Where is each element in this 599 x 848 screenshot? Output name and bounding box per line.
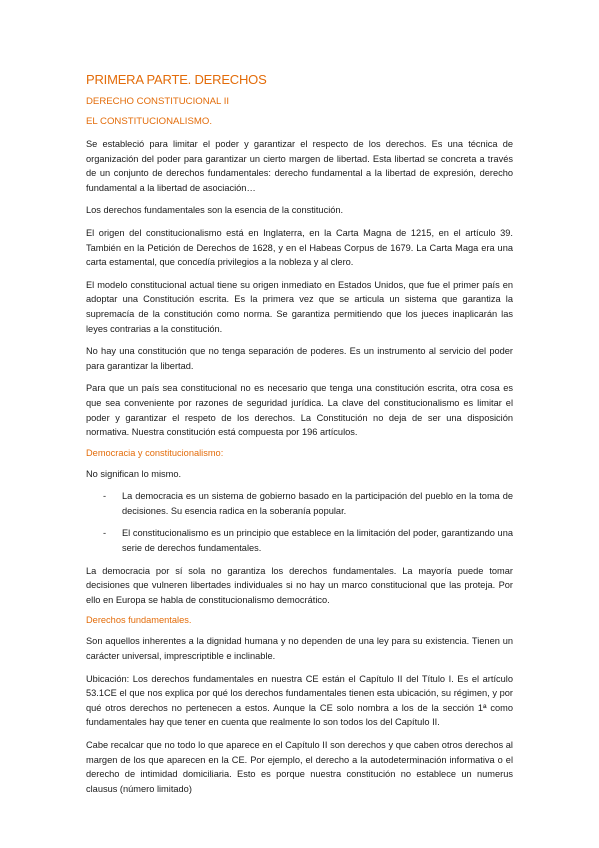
dash-bullet: - [103, 528, 107, 539]
document-title: PRIMERA PARTE. DERECHOS [86, 72, 267, 87]
paragraph: La democracia por sí sola no garantiza los derechos fundamentales. La mayoría puede tomar decisiones que vulneren libertades individuales si no hay un marco constitucional que las proteja. Por ello en Europa se habla de constitucionalismo democrático. [86, 565, 513, 605]
paragraph: El origen del constitucionalismo está en Inglaterra, en la Carta Magna de 1215, en el artículo 39. También en la Petición de Derechos de 1628, y en el Habeas Corpus de 1679. La Carta Maga era una carta estamental, que concedía privilegios a la nobleza y al clero. [86, 227, 513, 268]
paragraph: Ubicación: Los derechos fundamentales en nuestra CE están el Capítulo II del Título I. Es el artículo 53.1CE el que nos explica por qué los derechos fundamentales tienen esta ubicación, su régimen, y por qué otros derechos no pertenecen a estos. Aunque la CE solo nombra a los de la sección 1ª como fundamentales hay que tener en cuenta que realmente lo son todos los del Capítulo II. [86, 673, 513, 728]
subject-heading: DERECHO CONSTITUCIONAL II [86, 96, 230, 107]
paragraph: No significan lo mismo. [86, 468, 182, 479]
list-item [86, 489, 513, 518]
subheading-fundamental-rights: Derechos fundamentales. [86, 615, 192, 626]
section-heading: EL CONSTITUCIONALISMO. [86, 116, 212, 127]
paragraph: No hay una constitución que no tenga separación de poderes. Es un instrumento al servicio del poder para garantizar la libertad. [86, 346, 513, 371]
list-item-text: El constitucionalismo es un principio que establece en la limitación del poder, garantizando una serie de derechos fundamentales. [122, 528, 513, 554]
paragraph: Son aquellos inherentes a la dignidad humana y no dependen de una ley para su existencia. Tienen un carácter universal, imprescriptible e inclinable. [86, 636, 513, 662]
bullet-list [86, 489, 513, 555]
list-item [86, 526, 513, 555]
paragraph: El modelo constitucional actual tiene su origen inmediato en Estados Unidos, que fue el primer país en adoptar una Constitución escrita. Es la primera vez que se articula un sistema que garantiza la supremacía de la constitución como norma. Se garantiza permitiendo que los jueces inaplicarán las leyes contrarias a la constitución. [86, 279, 513, 334]
list-item-text: La democracia es un sistema de gobierno basado en la participación del pueblo en la toma de decisiones. Su esencia radica en la soberanía popular. [122, 491, 513, 516]
paragraph: Cabe recalcar que no todo lo que aparece en el Capítulo II son derechos y que caben otros derechos al margen de los que aparecen en la CE. Por ejemplo, el derecho a la autodeterminación informativa o el derecho de intimidad domiciliaria. Esto es porque nuestra constitución no establece un numerus clausus (número limitado) [86, 740, 513, 794]
subheading-democracy: Democracia y constitucionalismo: [86, 447, 224, 458]
paragraph: Los derechos fundamentales son la esencia de la constitución. [86, 205, 344, 216]
paragraph: Se estableció para limitar el poder y garantizar el respecto de los derechos. Es una técnica de organización del poder para garantizar un cierto margen de libertad. Esta libertad se concreta a través de un conjunto de derechos fundamentales: derecho fundamental a la libertad de expresión, derecho fundamental a la libertad de asociación… [86, 139, 513, 193]
paragraph: Para que un país sea constitucional no es necesario que tenga una constitución escrita, otra cosa es que sea conveniente por razones de seguridad jurídica. La clave del constitucionalismo es limitar el poder y garantizar el respeto de los derechos. La Constitución no deja de ser una disposición normativa. Nuestra constitución está compuesta por 196 artículos. [86, 383, 513, 438]
dash-bullet: - [103, 491, 107, 502]
